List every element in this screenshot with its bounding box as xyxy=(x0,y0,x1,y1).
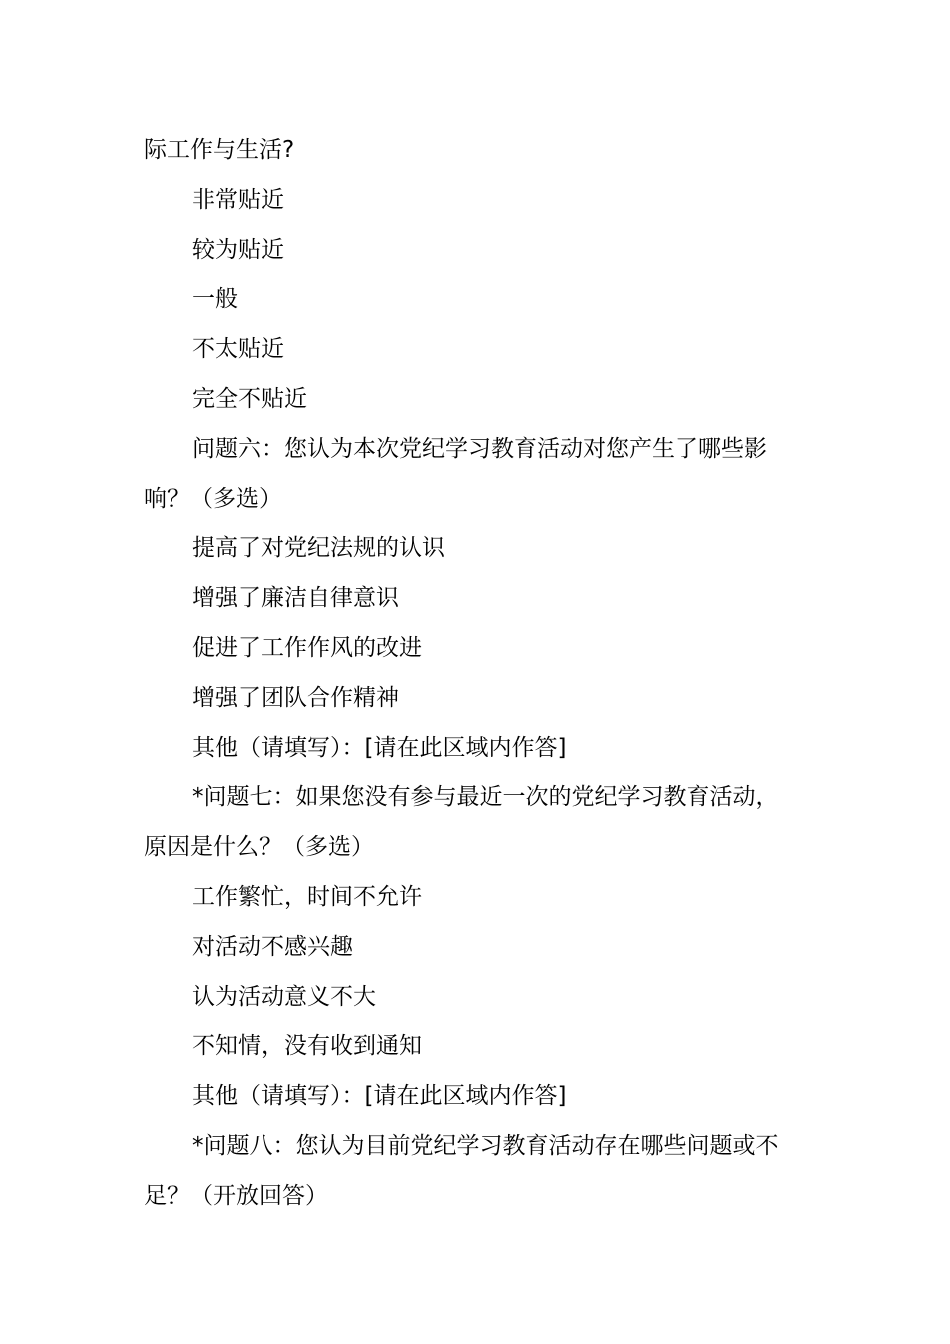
option-regulation-awareness: 提高了对党纪法规的认识 xyxy=(192,535,445,562)
option-not-interested: 对活动不感兴趣 xyxy=(192,933,353,960)
option-fairly-close: 较为贴近 xyxy=(192,236,284,263)
option-not-very-close: 不太贴近 xyxy=(192,336,284,363)
option-very-close: 非常贴近 xyxy=(192,186,284,213)
question-six-continuation: 响？（多选） xyxy=(144,485,282,512)
option-not-meaningful: 认为活动意义不大 xyxy=(192,983,376,1010)
option-other-q7: 其他（请填写）：[请在此区域内作答] xyxy=(192,1083,567,1110)
option-work-style: 促进了工作作风的改进 xyxy=(192,634,422,661)
question-continuation: 际工作与生活? xyxy=(144,137,295,163)
document-page xyxy=(0,126,950,1222)
option-not-close-at-all: 完全不贴近 xyxy=(192,385,307,412)
question-eight-continuation: 足？（开放回答） xyxy=(144,1182,328,1209)
question-eight: *问题八：您认为目前党纪学习教育活动存在哪些问题或不 xyxy=(192,1132,779,1159)
option-average: 一般 xyxy=(192,286,238,313)
option-integrity-awareness: 增强了廉洁自律意识 xyxy=(192,585,399,612)
question-seven: *问题七：如果您没有参与最近一次的党纪学习教育活动， xyxy=(192,784,779,811)
option-busy: 工作繁忙，时间不允许 xyxy=(192,883,422,910)
question-six: 问题六：您认为本次党纪学习教育活动对您产生了哪些影 xyxy=(192,435,767,462)
option-teamwork: 增强了团队合作精神 xyxy=(192,684,399,711)
question-seven-continuation: 原因是什么？（多选） xyxy=(144,834,374,861)
option-not-notified: 不知情，没有收到通知 xyxy=(192,1033,422,1060)
option-other-q6: 其他（请填写）：[请在此区域内作答] xyxy=(192,734,567,761)
